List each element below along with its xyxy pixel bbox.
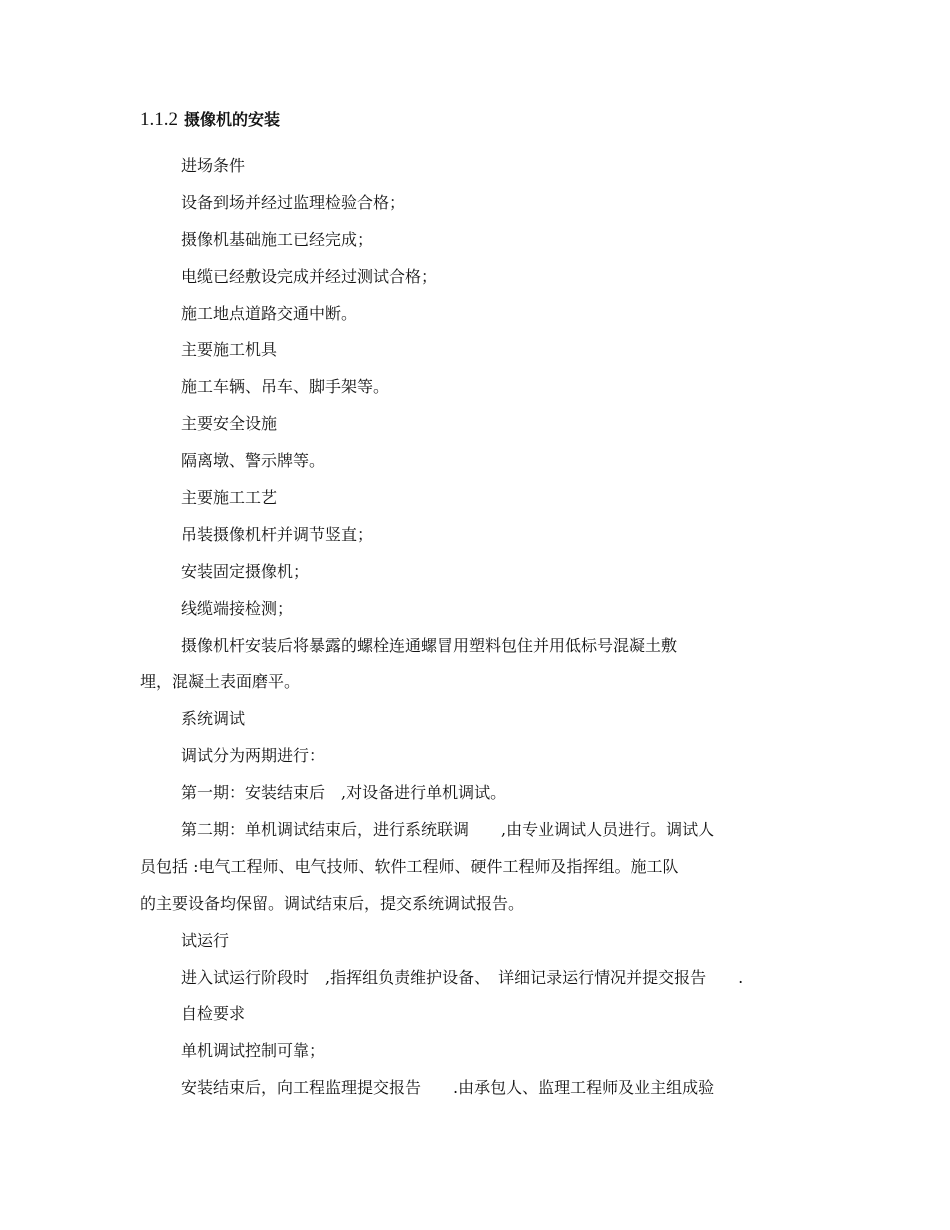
paragraph-line: 单机调试控制可靠； [181, 1041, 326, 1061]
paragraph-line: 施工地点道路交通中断。 [181, 303, 358, 323]
paragraph-line: 线缆端接检测； [181, 598, 294, 618]
paragraph-line: 主要安全设施 [181, 414, 278, 434]
paragraph-line: 试运行 [181, 930, 230, 950]
paragraph-line: 自检要求 [181, 1004, 246, 1024]
paragraph-line: 设备到场并经过监理检验合格； [181, 192, 406, 212]
paragraph-line: 进场条件 [181, 156, 246, 175]
section-heading [140, 106, 280, 134]
paragraph-line: 主要施工机具 [181, 340, 278, 360]
paragraph-line: 主要施工工艺 [181, 488, 278, 508]
paragraph-line: 摄像机杆安装后将暴露的螺栓连通螺冒用塑料包住并用低标号混凝土敷 [181, 635, 678, 655]
document-body [140, 148, 820, 1107]
paragraph-line: 员包括 :电气工程师、电气技师、软件工程师、硬件工程师及指挥组。施工队 [140, 856, 679, 876]
paragraph-line: 第二期：单机调试结束后，进行系统联调 ,由专业调试人员进行。调试人 [181, 820, 715, 840]
paragraph-line: 进入试运行阶段时 ,指挥组负责维护设备、 详细记录运行情况并提交报告 . [181, 967, 744, 987]
paragraph-line: 安装结束后，向工程监理提交报告 .由承包人、监理工程师及业主组成验 [181, 1078, 715, 1098]
paragraph-line: 调试分为两期进行： [181, 746, 326, 766]
paragraph-line: 的主要设备均保留。调试结束后，提交系统调试报告。 [140, 893, 525, 913]
section-number: 1.1.2 [140, 109, 178, 130]
paragraph-line: 系统调试 [181, 709, 246, 729]
paragraph-line: 施工车辆、吊车、脚手架等。 [181, 377, 390, 397]
paragraph-line: 隔离墩、警示牌等。 [181, 451, 326, 471]
paragraph-line: 电缆已经敷设完成并经过测试合格； [181, 266, 438, 286]
paragraph-line: 摄像机基础施工已经完成； [181, 229, 374, 249]
paragraph-line: 第一期：安装结束后 ,对设备进行单机调试。 [181, 783, 507, 803]
paragraph-line: 安装固定摄像机； [181, 561, 310, 581]
section-title: 摄像机的安装 [184, 110, 281, 129]
paragraph-line: 埋，混凝土表面磨平。 [140, 672, 301, 692]
paragraph-line: 吊装摄像机杆并调节竖直； [181, 524, 374, 544]
